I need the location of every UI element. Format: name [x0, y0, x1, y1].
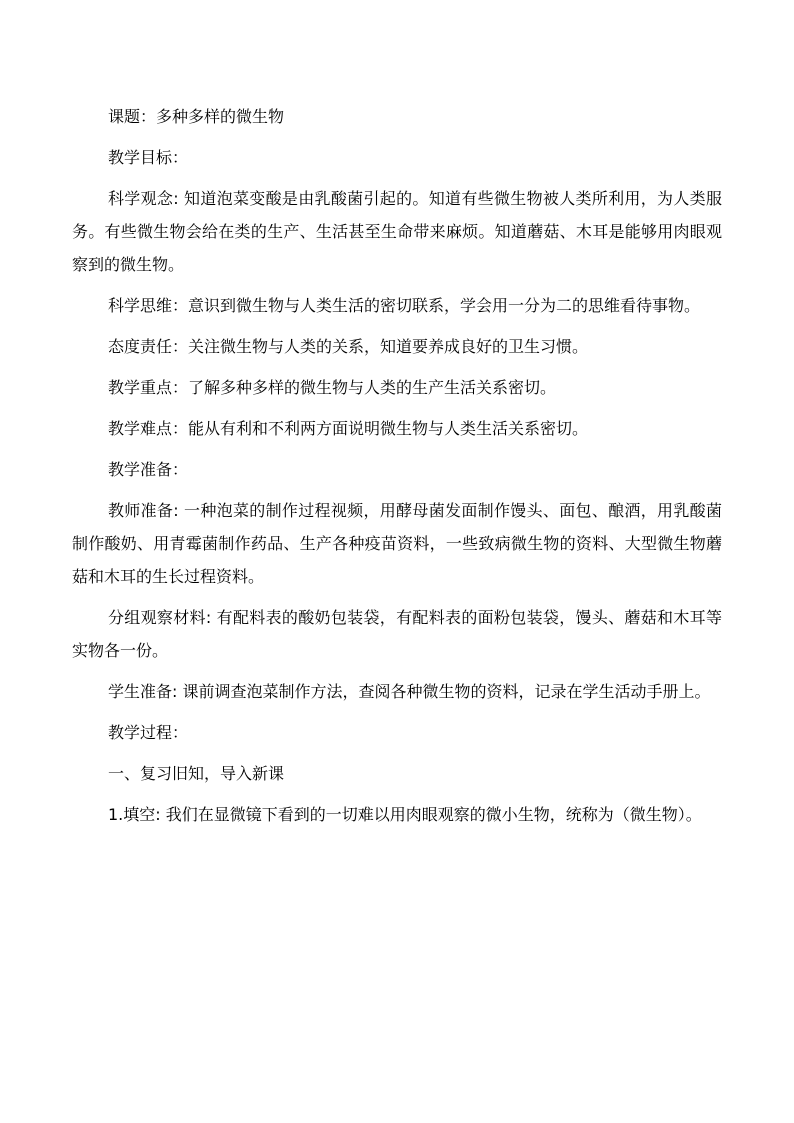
teaching-process-heading: 教学过程：	[108, 723, 189, 742]
document-body	[72, 100, 722, 839]
attitude-responsibility-paragraph: 态度责任：关注微生物与人类的关系，知道要养成良好的卫生习惯。	[108, 337, 589, 356]
science-concept-paragraph: 科学观念: 知道泡菜变酸是由乳酸菌引起的。知道有些微生物被人类所利用，为人类服务。有些微生物会给在类的生产、生活甚至生命带来麻烦。知道蘑菇、木耳是能够用肉眼观察到的微生物。	[72, 189, 722, 274]
teaching-difficulties-paragraph: 教学难点：能从有利和不利两方面说明微生物与人类生活关系密切。	[108, 419, 589, 438]
lesson-title: 课题：多种多样的微生物	[108, 107, 285, 126]
teaching-objectives-heading: 教学目标：	[108, 148, 189, 167]
teaching-preparation-heading: 教学准备：	[108, 460, 189, 479]
group-materials-paragraph: 分组观察材料: 有配料表的酸奶包装袋，有配料表的面粉包装袋，馒头、蘑菇和木耳等实物各一份。	[72, 608, 722, 660]
fill-in-blank-question: 1.填空: 我们在显微镜下看到的一切难以用肉眼观察的微小生物，统称为（微生物）。	[108, 805, 702, 824]
teaching-key-points-paragraph: 教学重点：了解多种多样的微生物与人类的生产生活关系密切。	[108, 378, 557, 397]
student-preparation-paragraph: 学生准备: 课前调查泡菜制作方法，查阅各种微生物的资料，记录在学生活动手册上。	[108, 682, 711, 701]
teacher-preparation-paragraph: 教师准备: 一种泡菜的制作过程视频，用酵母菌发面制作馒头、面包、酿酒，用乳酸菌制作酸奶、用青霉菌制作药品、生产各种疫苗资料，一些致病微生物的资料、大型微生物蘑菇和木耳的生长过程资料。	[72, 501, 722, 586]
science-thinking-paragraph: 科学思维：意识到微生物与人类生活的密切联系，学会用一分为二的思维看待事物。	[108, 296, 701, 315]
section-one-heading: 一、复习旧知，导入新课	[108, 764, 285, 783]
